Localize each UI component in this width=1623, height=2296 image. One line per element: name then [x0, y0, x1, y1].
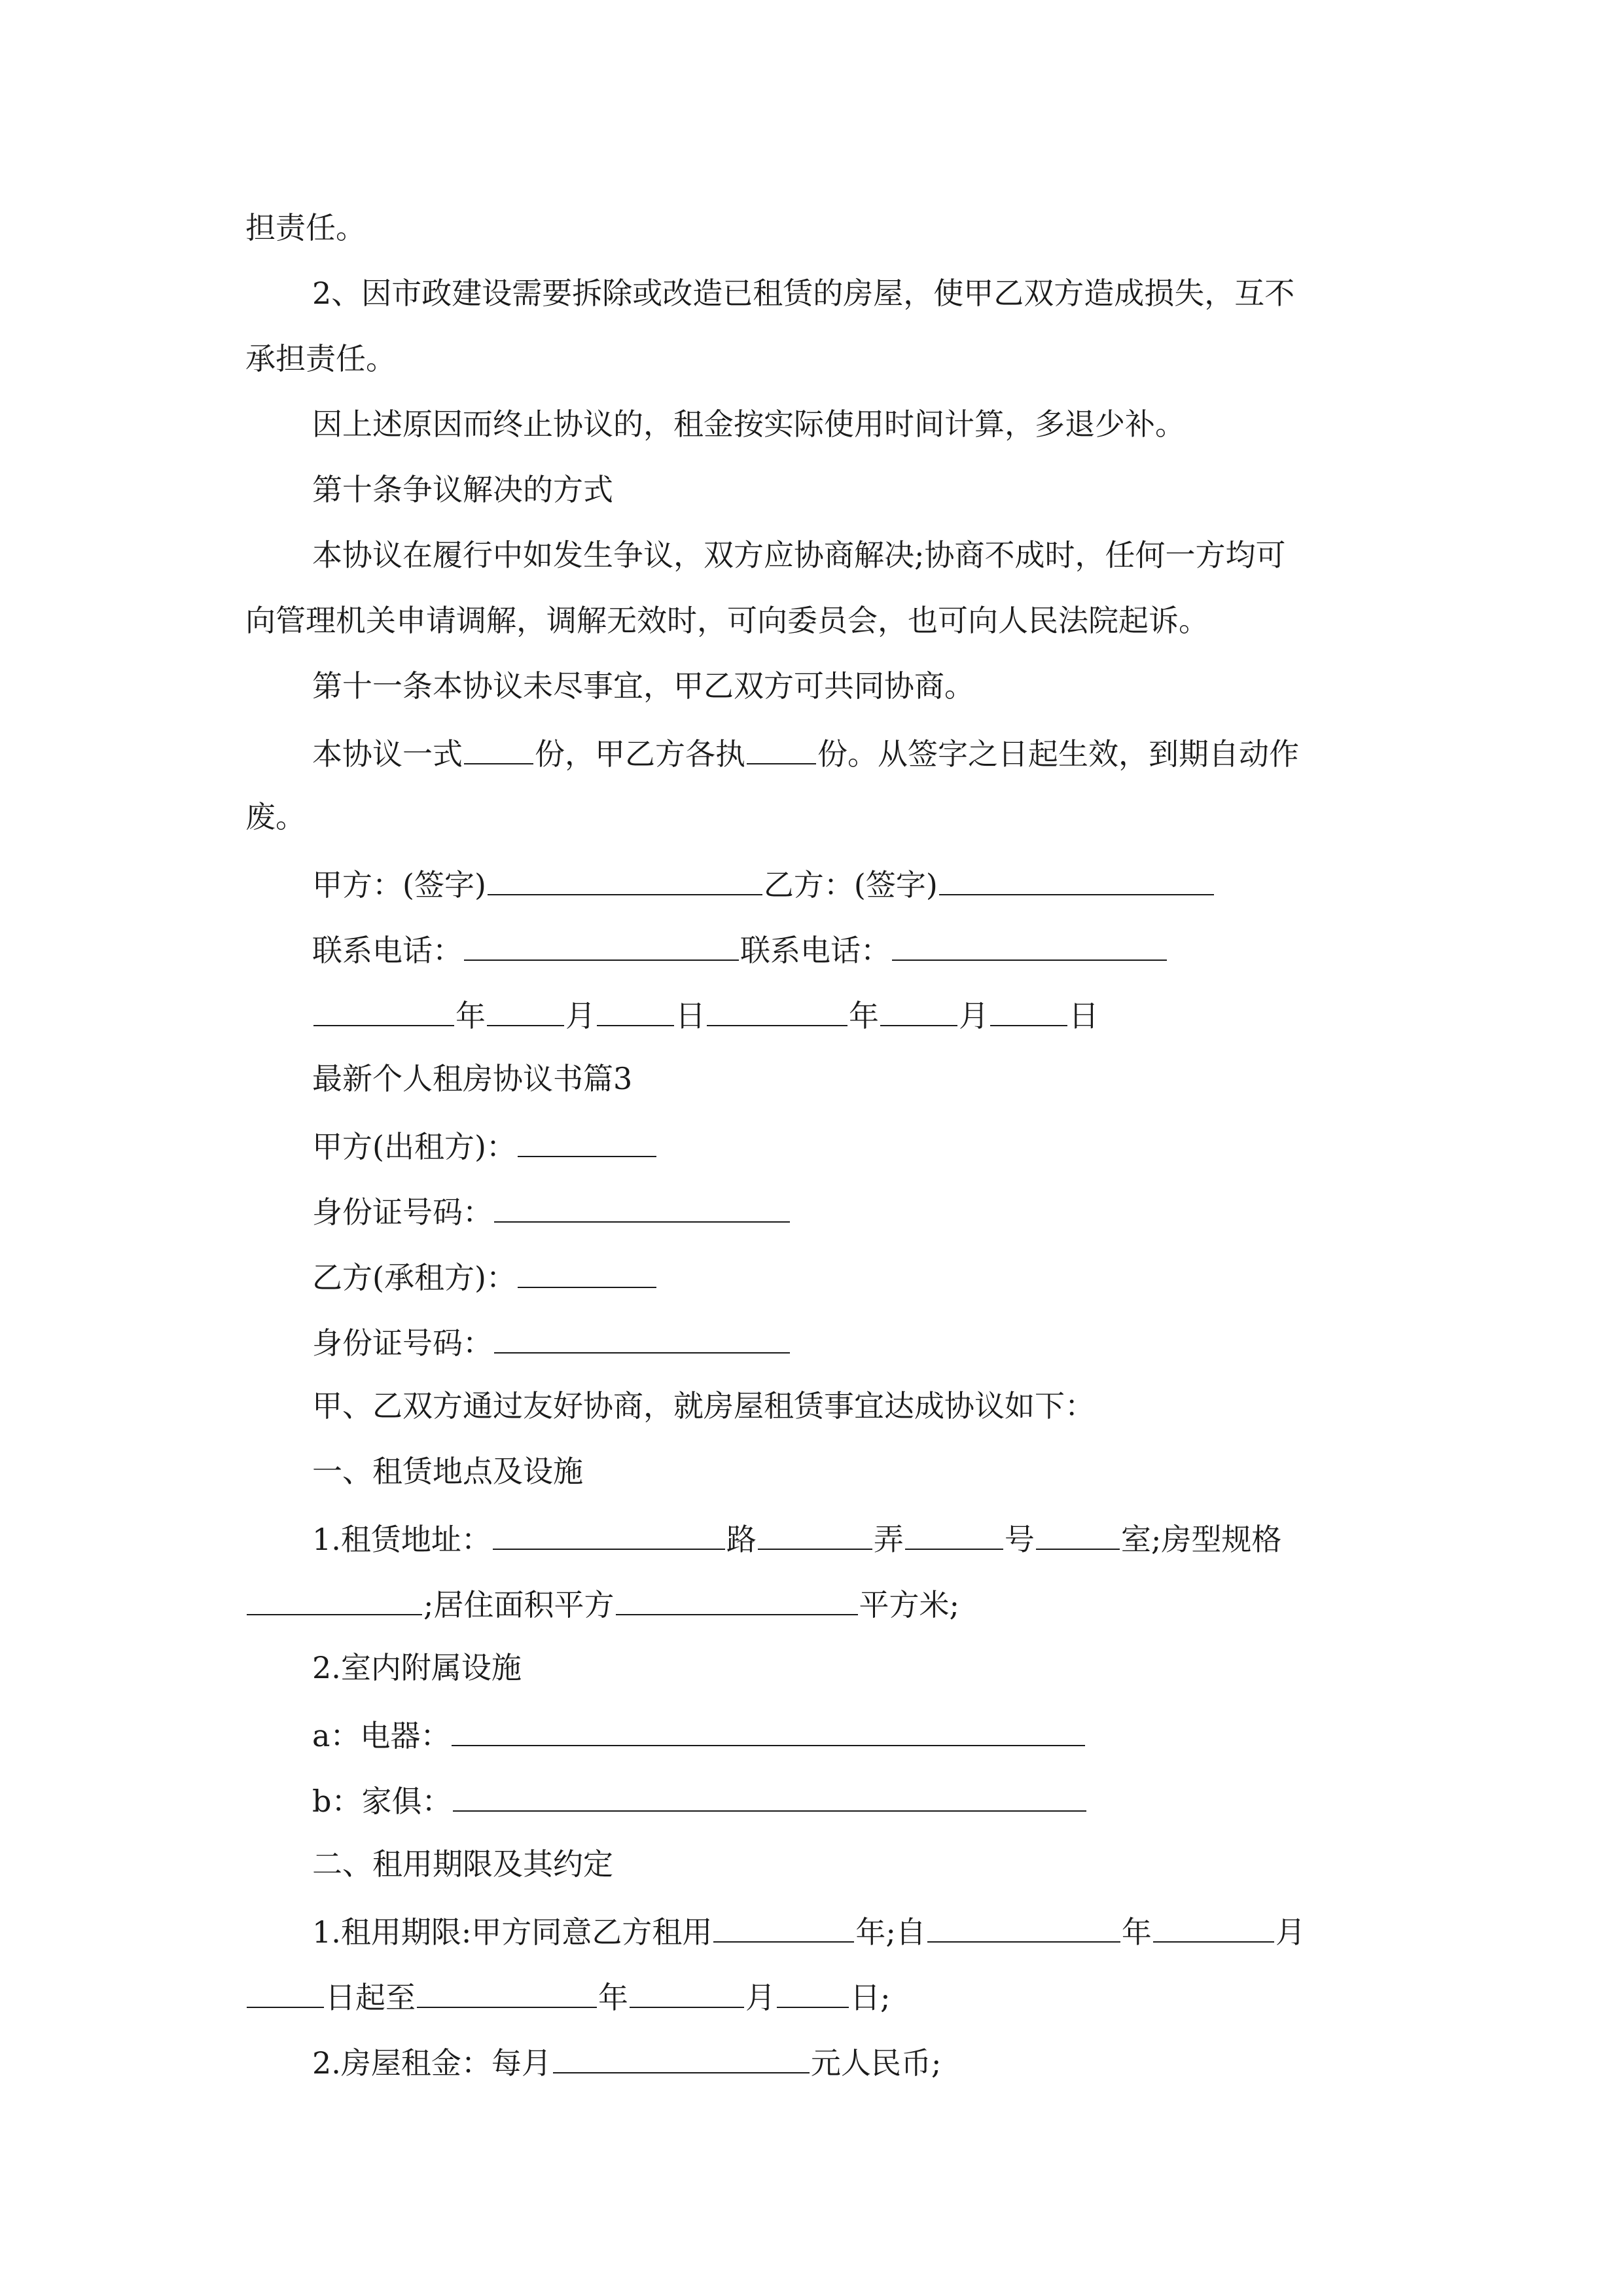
copies-text-b: 份，甲乙方各执 [535, 736, 745, 772]
year-from-label: 年;自 [855, 1914, 926, 1950]
room-blank[interactable] [1036, 1517, 1120, 1550]
text-line: 因上述原因而终止协议的，租金按实际使用时间计算，多退少补。 [312, 406, 1185, 442]
sqm-label: 平方米; [859, 1587, 959, 1623]
copies-text-a: 本协议一式 [312, 736, 463, 772]
end-day-blank[interactable] [777, 1975, 849, 2008]
date-line [312, 994, 1099, 1033]
text-line: 承担责任。 [245, 341, 396, 376]
copies-text-c: 份。从签字之日起生效，到期自动作 [817, 736, 1299, 772]
id-b-line [312, 1321, 791, 1360]
copies-each-blank[interactable] [747, 732, 816, 764]
end-month-blank[interactable] [630, 1975, 744, 2008]
appliances-line [312, 1713, 1086, 1753]
party-b-signature-blank[interactable] [939, 863, 1214, 895]
copies-total-blank[interactable] [464, 732, 533, 764]
area-label: ;居住面积平方 [423, 1587, 615, 1623]
landlord-blank[interactable] [518, 1124, 656, 1157]
party-a-signature-label: 甲方：(签字) [312, 867, 486, 903]
lane-label: 弄 [873, 1522, 904, 1557]
id-a-blank[interactable] [494, 1190, 790, 1223]
term-years-blank[interactable] [713, 1910, 854, 1943]
rent-label: 2.房屋租金：每月 [312, 2045, 552, 2081]
lane-blank[interactable] [758, 1517, 872, 1550]
id-b-label: 身份证号码： [312, 1325, 493, 1361]
month-label: 月 [1275, 1914, 1306, 1950]
section-heading: 第十条争议解决的方式 [312, 472, 613, 507]
day-from-label: 日起至 [325, 1980, 416, 2015]
text-line: 向管理机关申请调解，调解无效时，可向委员会，也可向人民法院起诉。 [245, 603, 1209, 638]
room-type-blank[interactable] [247, 1583, 422, 1615]
start-day-blank[interactable] [247, 1975, 324, 2008]
rent-unit-label: 元人民币; [810, 2045, 942, 2081]
rent-line [312, 2041, 941, 2080]
road-label: 路 [726, 1522, 757, 1557]
furniture-line [312, 1779, 1088, 1818]
rent-blank[interactable] [553, 2041, 810, 2073]
contact-a-label: 联系电话： [312, 933, 463, 968]
furniture-blank[interactable] [453, 1779, 1086, 1812]
text-line: 本协议在履行中如发生争议，双方应协商解决;协商不成时，任何一方均可 [312, 537, 1286, 573]
month-blank[interactable] [880, 994, 957, 1026]
text-line: 担责任。 [245, 210, 366, 245]
id-a-label: 身份证号码： [312, 1194, 493, 1230]
text-line: 废。 [245, 799, 306, 834]
appliances-label: a：电器： [312, 1718, 451, 1753]
appliances-blank[interactable] [452, 1713, 1085, 1746]
intro-line: 甲、乙双方通过友好协商，就房屋租赁事宜达成协议如下： [312, 1388, 1095, 1424]
furniture-label: b：家俱： [312, 1784, 452, 1819]
contact-a-blank[interactable] [464, 928, 739, 961]
contact-b-label: 联系电话： [740, 933, 891, 968]
party-a-signature-blank[interactable] [488, 863, 762, 895]
day-label: 日 [1069, 998, 1099, 1033]
section-heading: 一、租赁地点及设施 [312, 1454, 583, 1489]
year-label: 年 [455, 998, 486, 1033]
year-label: 年 [849, 998, 879, 1033]
day-label: 日 [675, 998, 705, 1033]
start-year-blank[interactable] [927, 1910, 1120, 1943]
text-line: 第十一条本协议未尽事宜，甲乙双方可共同协商。 [312, 668, 974, 704]
facilities-title: 2.室内附属设施 [312, 1650, 522, 1685]
party-b-signature-label: 乙方：(签字) [763, 867, 938, 903]
month-blank[interactable] [487, 994, 564, 1026]
end-year-blank[interactable] [417, 1975, 597, 2008]
copies-line [312, 732, 1299, 771]
id-b-blank[interactable] [494, 1321, 790, 1354]
day-blank[interactable] [597, 994, 674, 1026]
id-a-line [312, 1190, 791, 1229]
landlord-label: 甲方(出租方)： [312, 1129, 516, 1164]
term-line-2 [245, 1975, 891, 2015]
area-line [245, 1583, 959, 1622]
term-line [312, 1910, 1306, 1949]
road-blank[interactable] [493, 1517, 725, 1550]
signature-line [312, 863, 1215, 902]
tenant-line [312, 1255, 658, 1295]
section-title: 最新个人租房协议书篇3 [312, 1061, 633, 1096]
number-label: 号 [1004, 1522, 1035, 1557]
day-blank[interactable] [990, 994, 1067, 1026]
contact-b-blank[interactable] [892, 928, 1167, 961]
term-label: 1.租用期限:甲方同意乙方租用 [312, 1914, 713, 1950]
room-label: 室;房型规格 [1120, 1522, 1282, 1557]
number-blank[interactable] [905, 1517, 1003, 1550]
start-month-blank[interactable] [1153, 1910, 1274, 1943]
contact-line [312, 928, 1168, 967]
year-blank[interactable] [707, 994, 847, 1026]
section-heading: 二、租用期限及其约定 [312, 1846, 613, 1882]
day-end-label: 日; [850, 1980, 891, 2015]
year-label: 年 [1121, 1914, 1152, 1950]
year-blank[interactable] [313, 994, 454, 1026]
month-label: 月 [745, 1980, 776, 2015]
month-label: 月 [565, 998, 596, 1033]
month-label: 月 [959, 998, 989, 1033]
area-blank[interactable] [616, 1583, 858, 1615]
tenant-blank[interactable] [518, 1255, 656, 1288]
address-line [312, 1517, 1281, 1556]
tenant-label: 乙方(承租方)： [312, 1260, 516, 1295]
year-label: 年 [598, 1980, 628, 2015]
landlord-line [312, 1124, 658, 1164]
text-line: 2、因市政建设需要拆除或改造已租赁的房屋，使甲乙双方造成损失，互不 [312, 276, 1295, 311]
address-label: 1.租赁地址： [312, 1522, 491, 1557]
